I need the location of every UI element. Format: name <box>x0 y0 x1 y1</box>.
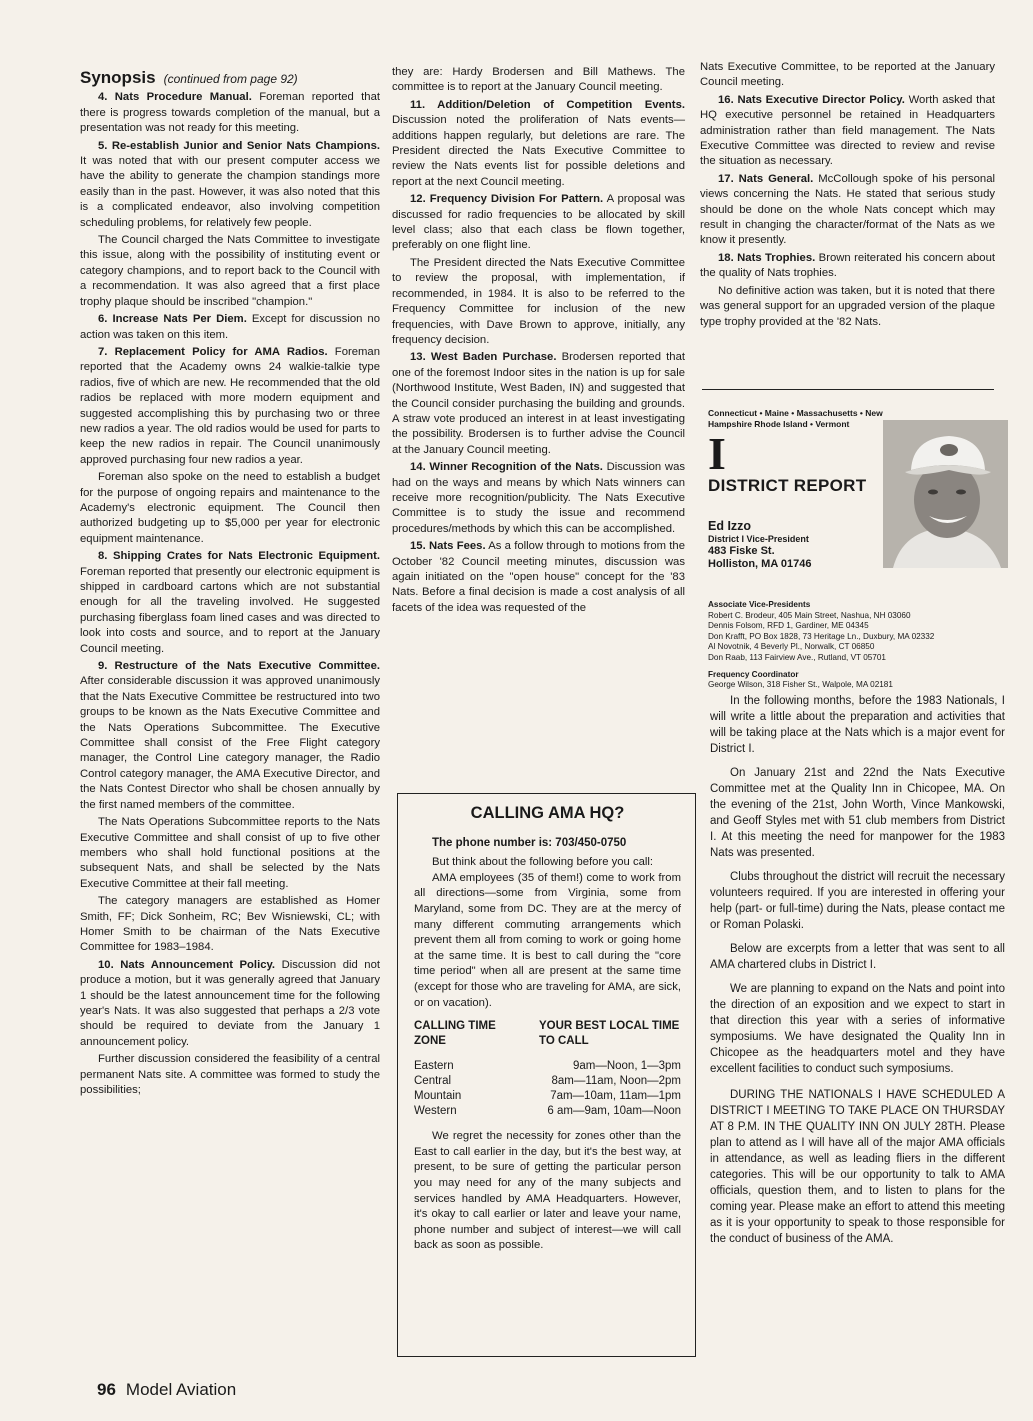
assoc-entry: Don Raab, 113 Fairview Ave., Rutland, VT 05701 <box>708 652 886 662</box>
magazine-name: Model Aviation <box>125 1380 237 1399</box>
hq-paragraph: We regret the necessity for zones other than the East to call earlier in the day, but it's the best way, at present, to be sure of getting the particular person you may need for any of the many subjects and services handled by AMA Headquarters. However, it's okay to call earlier or later and leave your name, phone number and subject of interest—we will call back as soon as possible. <box>414 1130 681 1252</box>
col-header-zone: CALLING TIME ZONE <box>414 1020 496 1048</box>
item-paragraph <box>392 539 685 616</box>
body-paragraph: Further discussion considered the feasibility of a central permanent Nats site. A committee was formed to study the possibilities; <box>80 1053 380 1096</box>
vp-role: District I Vice-President <box>708 533 809 544</box>
hq-paragraph: AMA employees (35 of them!) come to work from all directions—some from Virginia, some from Maryland, some from DC. They are at the mercy of many different commuting arrangements which prevent them all from coming to work or going home at the same time. It is best to call during the "core time period" when all are present at the same time (except for those who are traveling for AMA, are sick, or on vacation). <box>414 871 681 1009</box>
column-left <box>80 70 380 1100</box>
item-heading: 6. Increase Nats Per Diem. <box>98 313 247 326</box>
item-text: Discussion was had on the ways and means by which Nats winners can receive more recognition/publicity. The Nats Executive Committee is to study the issue and recommend procedures/methods by which this can be accomplished. <box>392 461 685 535</box>
assoc-entry: Dennis Folsom, RFD 1, Gardiner, ME 04345 <box>708 621 869 631</box>
vp-city: Holliston, MA 01746 <box>708 557 812 570</box>
hq-title: CALLING AMA HQ? <box>470 804 625 822</box>
item-text: Worth asked that HQ executive personnel be retained in Headquarters administration rather than field management. The Nats Executive Committee was directed to review and revise the situation as necessary. <box>700 93 995 168</box>
table-row <box>414 1074 681 1089</box>
item-text: McCollough spoke of his personal views concerning the Nats. He stated that serious study should be done on the whole Nats concept which may result in changing the character/format of the Nats as we know it presently. <box>700 172 996 247</box>
time-cell: 8am—11am, Noon—2pm <box>551 1075 681 1088</box>
col-header-time: YOUR BEST LOCAL TIME TO CALL <box>539 1020 680 1048</box>
item-paragraph <box>80 659 380 813</box>
item-text: After considerable discussion it was approved unanimously that the Nats Executive Committee be restructured into two groups to be known as the Nats Executive Committee and the Nats Operations Subcommittee. The Executive Committee shall consist of the Free Flight category manager, the Control Line category manager, the Radio Control category manager, the AMA Executive Director, and the Nats Contest Director who shall be chosen annually by the first named members of the committee. <box>80 675 380 811</box>
item-heading: 15. Nats Fees. <box>410 540 486 553</box>
column-middle <box>392 65 685 618</box>
item-paragraph <box>700 251 995 282</box>
item-text: Discussion noted the proliferation of Nats events—additions happen regularly, but deletions are rare. The President directed the Nats Executive Committee to review the Nats events list for possible deletions and report at the next Council meeting. <box>392 114 685 188</box>
body-paragraph: We are planning to expand on the Nats and point into the direction of an exposition and we expect to start in that direction this year with a series of informative symposiums. We have designated the Quality Inn in Chicopee as the headquarters motel and they have excellent facilities to conduct such symposiums. <box>710 983 1005 1075</box>
body-paragraph: The Council charged the Nats Committee to investigate this issue, along with the possibility of instituting event or category champions, and to report back to the Council with a recommendation. It was also agreed that a first place trophy plaque should be inscribed "champion." <box>80 234 380 308</box>
body-paragraph: The President directed the Nats Executive Committee to review the proposal, with implementation, if recommended, in 1984. It is also to be referred to the Frequency Committee for inclusion of the new frequencies, with Dave Brown to approve, initially, any frequency decision. <box>392 256 685 346</box>
item-text: Foreman reported that there is progress towards completion of the manual, but a presentation was not ready for this meeting. <box>80 91 380 135</box>
time-cell: 9am—Noon, 1—3pm <box>572 1060 681 1073</box>
item-paragraph <box>392 98 685 190</box>
item-paragraph <box>392 192 685 254</box>
portrait-photo <box>883 420 1008 568</box>
zone-cell: Central <box>414 1075 452 1088</box>
item-paragraph <box>80 139 380 231</box>
district-report-title: DISTRICT REPORT <box>708 476 867 495</box>
district-states: Connecticut • Maine • Massachusetts • New Hampshire Rhode Island • Vermont <box>708 408 883 429</box>
item-text: Discussion did not produce a motion, but it was generally agreed that January 1 should be the latest announcement time for the following year's Nats. It was also suggested that perhaps a 2/3 vote should be required to deviate from the January 1 announcement policy. <box>80 958 380 1048</box>
item-heading: 8. Shipping Crates for Nats Electronic Equipment. <box>98 550 380 563</box>
item-text: It was noted that with our present computer access we have the ability to generate the champion standings more easily than in the past. However, it was also noted that this is a complicated endeavor, also involving competition scheduling problems, for relatively few people. <box>80 155 380 229</box>
body-paragraph: On January 21st and 22nd the Nats Executive Committee met at the Quality Inn in Chicopee, MA. On the evening of the 21st, John Worth, Vince Mankowski, and Geoff Styles met with 51 club members from District I. At this meeting the need for manpower for the 1983 Nats was presented. <box>710 767 1005 859</box>
synopsis-continued: (continued from page 92) <box>163 72 298 86</box>
time-cell: 7am—10am, 11am—1pm <box>550 1090 681 1103</box>
district-report-body <box>710 693 1005 1255</box>
vp-street: 483 Fiske St. <box>708 545 775 557</box>
synopsis-title: Synopsis <box>80 68 156 87</box>
body-paragraph: In the following months, before the 1983 Nationals, I will write a little about the preparation and activities that will be taking place at the Nats which is a major event for District I. <box>710 695 1005 755</box>
item-text: A proposal was discussed for radio frequencies to be allocated by skill level class; also that each class be flown together, preferably on one flight line. <box>392 193 685 252</box>
item-heading: 16. Nats Executive Director Policy. <box>718 93 905 106</box>
portrait-icon <box>883 420 1008 568</box>
item-heading: 10. Nats Announcement Policy. <box>98 958 276 971</box>
hq-paragraph: But think about the following before you call: <box>432 856 654 869</box>
item-heading: 12. Frequency Division For Pattern. <box>410 193 604 206</box>
frequency-coordinator: George Wilson, 318 Fisher St., Walpole, MA 02181 <box>708 680 893 690</box>
item-heading: 11. Addition/Deletion of Competition Events. <box>410 98 685 111</box>
item-paragraph <box>80 549 380 657</box>
section-divider <box>702 389 994 390</box>
item-heading: 13. West Baden Purchase. <box>410 351 557 364</box>
associate-vps <box>708 600 1008 691</box>
district-report-header <box>708 408 1008 691</box>
item-text: Except for discussion no action was taken on this item. <box>80 313 380 341</box>
vp-name: Ed Izzo <box>708 519 752 533</box>
time-cell: 6 am—9am, 10am—Noon <box>547 1105 681 1118</box>
zone-cell: Western <box>414 1105 457 1118</box>
item-paragraph <box>700 93 995 170</box>
frequency-label: Frequency Coordinator <box>708 669 799 679</box>
time-zone-table <box>414 1019 681 1119</box>
zone-cell: Eastern <box>414 1060 454 1073</box>
table-row <box>414 1059 681 1074</box>
item-text: Foreman reported that presently our electronic equipment is shipped in cardboard cartons which are not substantial enough for all the traveling involved. He suggested purchasing fiberglass foam lined cases and was directed to look into costs and source, and to report at the January Council meeting. <box>80 565 380 655</box>
assoc-entry: Don Krafft, PO Box 1828, 73 Heritage Ln., Duxbury, MA 02332 <box>708 631 935 641</box>
synopsis-heading <box>80 70 380 88</box>
item-paragraph <box>392 350 685 458</box>
body-paragraph: they are: Hardy Brodersen and Bill Mathews. The committee is to report at the January Council meeting. <box>392 66 685 94</box>
item-heading: 5. Re-establish Junior and Senior Nats Champions. <box>98 139 380 152</box>
item-paragraph <box>80 90 380 136</box>
body-paragraph: Below are excerpts from a letter that was sent to all AMA chartered clubs in District I. <box>710 943 1005 971</box>
body-paragraph: No definitive action was taken, but it is noted that there was general support for an upgraded version of the plaque type trophy provided at the '82 Nats. <box>700 284 995 328</box>
page-number: 96 <box>97 1380 116 1399</box>
district-number: I <box>708 428 726 479</box>
body-paragraph: Clubs throughout the district will recruit the necessary volunteers required. If you are interested in offering your help (part- or full-time) during the Nats, please contact me or Roman Polaski. <box>710 871 1005 931</box>
meeting-paragraph <box>710 1087 1005 1247</box>
item-heading: 17. Nats General. <box>718 172 814 185</box>
item-paragraph <box>80 958 380 1050</box>
assoc-label: Associate Vice-Presidents <box>708 600 811 609</box>
item-paragraph <box>392 460 685 537</box>
meeting-text: Please plan to attend as I will have all of the major AMA officials in attendance, as well as leading fliers in the different categories. This will be our opportunity to talk to AMA officials, question them, and to listen to plans for the coming year. Please make an effort to attend this meeting as it is your opportunity to speak to those responsible for the conduct of business of the AMA. <box>710 1121 1005 1245</box>
item-heading: 7. Replacement Policy for AMA Radios. <box>98 345 328 358</box>
column-right <box>700 60 995 332</box>
item-heading: 9. Restructure of the Nats Executive Committee. <box>98 660 380 673</box>
item-text: Foreman reported that the Academy owns 24 walkie-talkie type radios, five of which are new. He recommended that the old radios be replaced with more modern equipment and suggested accomplishing this by purchasing two or three new radios a year. The old radios would be used for parts to keep the new radios in repair. The Council unanimously approved purchasing four new radios a year. <box>80 345 380 466</box>
item-text: As a follow through to motions from the October '82 Council meeting minutes, discussion was again initiated on the "open house" concept for the '83 Nats. Before a final decision is made a cost analysis of all facets of the idea was requested of the <box>392 540 685 614</box>
item-paragraph <box>80 345 380 468</box>
table-row <box>414 1104 681 1119</box>
body-paragraph: Foreman also spoke on the need to establish a budget for the purpose of ongoing repairs and maintenance to the Academy's electronic equipment. The Council then authorized budgeting up to $5,000 per year for electronic equipment maintenance. <box>80 471 380 545</box>
item-text: Brodersen reported that one of the foremost Indoor sites in the nation is up for sale (Northwood Institute, West Baden, IN) and suggested that the Council consider purchasing the building and grounds. A straw vote produced an interest in at least investigating the possibility. Brodersen is to further advise the Council at the January Council meeting. <box>392 351 685 456</box>
assoc-entry: Al Novotnik, 4 Beverly Pl., Norwalk, CT 06850 <box>708 642 875 652</box>
item-paragraph <box>700 172 995 249</box>
page-footer <box>97 1380 236 1400</box>
item-paragraph <box>80 312 380 343</box>
item-text: Brown reiterated his concern about the quality of Nats trophies. <box>700 251 995 280</box>
hq-phone: The phone number is: 703/450-0750 <box>432 836 627 849</box>
body-paragraph: The Nats Operations Subcommittee reports to the Nats Executive Committee and shall consist of up to five other members who shall hold functional positions at the subsequent Nats, and shall be selected by the Nats Executive Committee at their fall meeting. <box>80 816 380 890</box>
assoc-entry: Robert C. Brodeur, 405 Main Street, Nashua, NH 03060 <box>708 610 911 620</box>
item-heading: 18. Nats Trophies. <box>718 251 816 264</box>
zone-cell: Mountain <box>414 1090 462 1103</box>
body-paragraph: The category managers are established as Homer Smith, FF; Dick Sonheim, RC; Bev Wisniewski, CL; with Homer Smith to be chairman of the Nats Executive Committee for 1983–1984. <box>80 895 380 954</box>
meeting-announcement: DURING THE NATIONALS I HAVE SCHEDULED A DISTRICT I MEETING TO TAKE PLACE ON THURSDAY AT 8 P.M. IN THE QUALITY INN ON JULY 28TH. <box>710 1089 1005 1133</box>
item-heading: 14. Winner Recognition of the Nats. <box>410 461 603 474</box>
item-heading: 4. Nats Procedure Manual. <box>98 91 252 104</box>
table-row <box>414 1089 681 1104</box>
calling-hq-box <box>397 793 696 1357</box>
body-paragraph: Nats Executive Committee, to be reported at the January Council meeting. <box>700 61 995 89</box>
